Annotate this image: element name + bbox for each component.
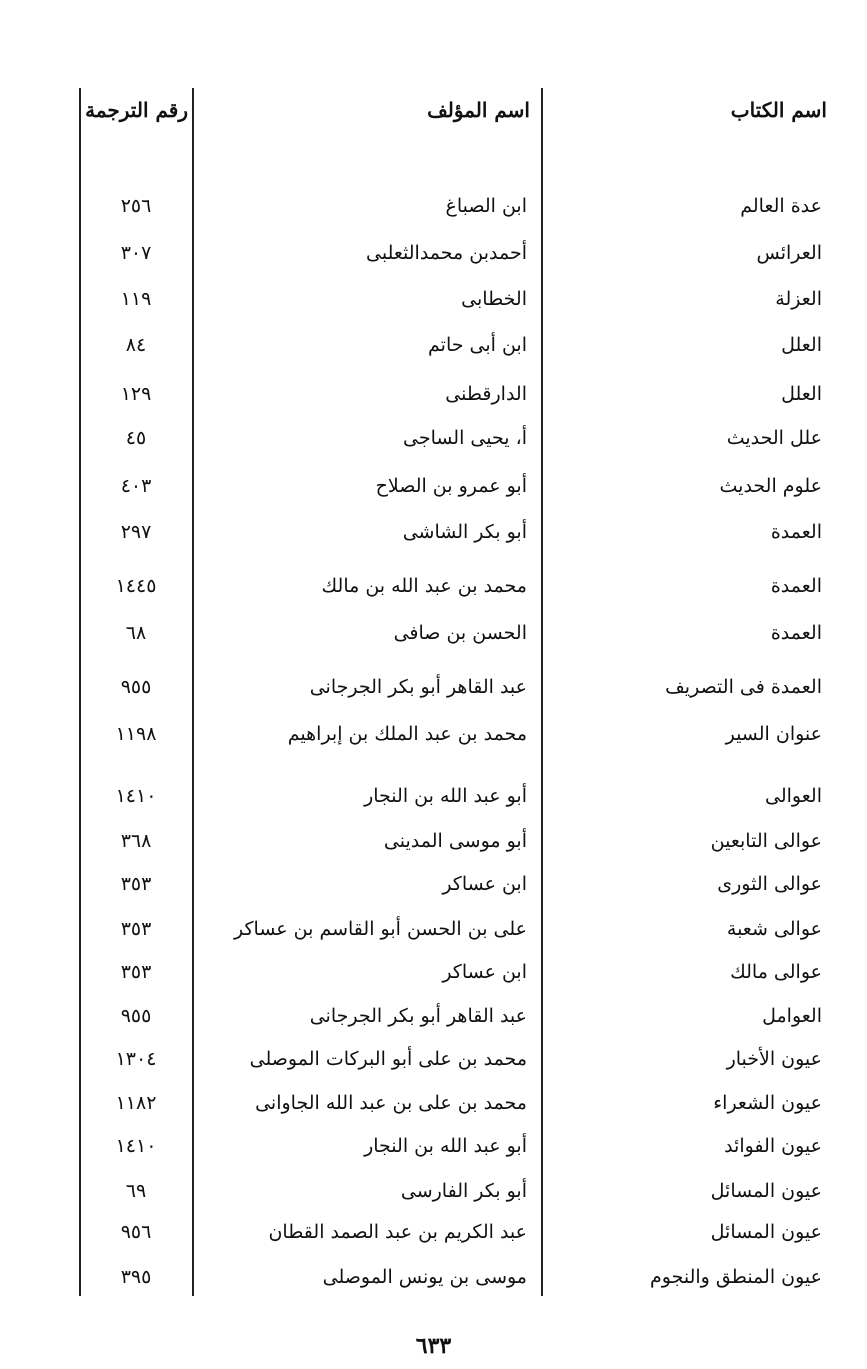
row-entry-number: ٤٥ <box>125 427 147 449</box>
row-entry-number: ٦٨ <box>125 622 147 644</box>
page-number: ٦٣٣ <box>415 1333 452 1359</box>
row-author-name: محمد بن على أبو البركات الموصلى <box>249 1048 527 1070</box>
row-book-title: العمدة <box>770 622 822 644</box>
row-author-name: أبو عمرو بن الصلاح <box>375 475 527 497</box>
column-divider-middle <box>192 88 194 1296</box>
row-book-title: العزلة <box>775 288 822 310</box>
row-entry-number: ٨٤ <box>125 334 147 356</box>
row-entry-number: ١٤٤٥ <box>115 575 157 597</box>
header-book: اسم الكتاب <box>730 98 827 122</box>
row-book-title: العلل <box>781 383 822 405</box>
row-book-title: العوالى <box>765 785 822 807</box>
row-author-name: محمد بن عبد الله بن مالك <box>321 575 527 597</box>
row-author-name: أبو موسى المدينى <box>383 830 527 852</box>
row-book-title: العوامل <box>762 1005 822 1027</box>
row-author-name: عبد القاهر أبو بكر الجرجانى <box>309 676 527 698</box>
row-book-title: عيون الفوائد <box>724 1135 822 1157</box>
row-book-title: عيون الشعراء <box>713 1092 822 1114</box>
row-author-name: عبد الكريم بن عبد الصمد القطان <box>268 1221 527 1243</box>
row-author-name: محمد بن على بن عبد الله الجاوانى <box>255 1092 527 1114</box>
row-book-title: العلل <box>781 334 822 356</box>
row-entry-number: ٣٥٣ <box>120 918 152 940</box>
row-entry-number: ١٣٠٤ <box>115 1048 157 1070</box>
row-book-title: عوالى شعبة <box>726 918 822 940</box>
row-book-title: عوالى الثورى <box>717 873 822 895</box>
column-divider-right <box>541 88 543 1296</box>
row-entry-number: ٣٥٣ <box>120 961 152 983</box>
row-entry-number: ١٤١٠ <box>115 1135 157 1157</box>
row-author-name: أ، يحيى الساجى <box>402 427 527 449</box>
row-author-name: ابن الصباغ <box>445 195 527 217</box>
row-entry-number: ١١٩ <box>120 288 152 310</box>
row-book-title: العرائس <box>756 242 822 264</box>
row-author-name: أبو عبد الله بن النجار <box>364 785 527 807</box>
row-entry-number: ٢٥٦ <box>120 195 152 217</box>
row-book-title: عوالى مالك <box>730 961 822 983</box>
row-entry-number: ٣٦٨ <box>120 830 152 852</box>
row-entry-number: ٩٥٥ <box>120 1005 152 1027</box>
row-entry-number: ١١٨٢ <box>115 1092 157 1114</box>
row-book-title: عيون المسائل <box>710 1221 822 1243</box>
row-author-name: أبو بكر الفارسى <box>400 1180 527 1202</box>
row-author-name: محمد بن عبد الملك بن إبراهيم <box>287 723 527 745</box>
row-entry-number: ٣٠٧ <box>120 242 152 264</box>
row-book-title: العمدة <box>770 575 822 597</box>
row-author-name: موسى بن يونس الموصلى <box>322 1266 527 1288</box>
row-author-name: أبو بكر الشاشى <box>402 521 527 543</box>
row-entry-number: ٦٩ <box>125 1180 147 1202</box>
row-entry-number: ٢٩٧ <box>120 521 152 543</box>
row-entry-number: ١٢٩ <box>120 383 152 405</box>
row-entry-number: ١٤١٠ <box>115 785 157 807</box>
row-entry-number: ١١٩٨ <box>115 723 157 745</box>
row-author-name: على بن الحسن أبو القاسم بن عساكر <box>234 918 527 940</box>
row-entry-number: ٩٥٥ <box>120 676 152 698</box>
row-book-title: عدة العالم <box>740 195 822 217</box>
row-book-title: العمدة <box>770 521 822 543</box>
row-author-name: ابن أبى حاتم <box>428 334 527 356</box>
row-author-name: عبد القاهر أبو بكر الجرجانى <box>309 1005 527 1027</box>
row-author-name: ابن عساكر <box>442 873 527 895</box>
row-book-title: علل الحديث <box>726 427 822 449</box>
row-book-title: عنوان السير <box>725 723 822 745</box>
row-author-name: الدارقطنى <box>445 383 527 405</box>
row-entry-number: ٩٥٦ <box>120 1221 152 1243</box>
row-author-name: ابن عساكر <box>442 961 527 983</box>
row-book-title: عوالى التابعين <box>710 830 822 852</box>
row-author-name: أبو عبد الله بن النجار <box>364 1135 527 1157</box>
row-book-title: عيون المسائل <box>710 1180 822 1202</box>
row-author-name: أحمدبن محمدالثعلبى <box>366 242 527 264</box>
row-entry-number: ٤٠٣ <box>120 475 152 497</box>
row-book-title: عيون المنطق والنجوم <box>650 1266 822 1288</box>
row-book-title: عيون الأخبار <box>726 1048 822 1070</box>
header-entry-number: رقم الترجمة <box>85 98 188 122</box>
row-entry-number: ٣٩٥ <box>120 1266 152 1288</box>
row-book-title: علوم الحديث <box>719 475 822 497</box>
row-book-title: العمدة فى التصريف <box>665 676 822 698</box>
row-entry-number: ٣٥٣ <box>120 873 152 895</box>
header-author: اسم المؤلف <box>427 98 530 122</box>
row-author-name: الخطابى <box>461 288 527 310</box>
row-author-name: الحسن بن صافى <box>393 622 527 644</box>
